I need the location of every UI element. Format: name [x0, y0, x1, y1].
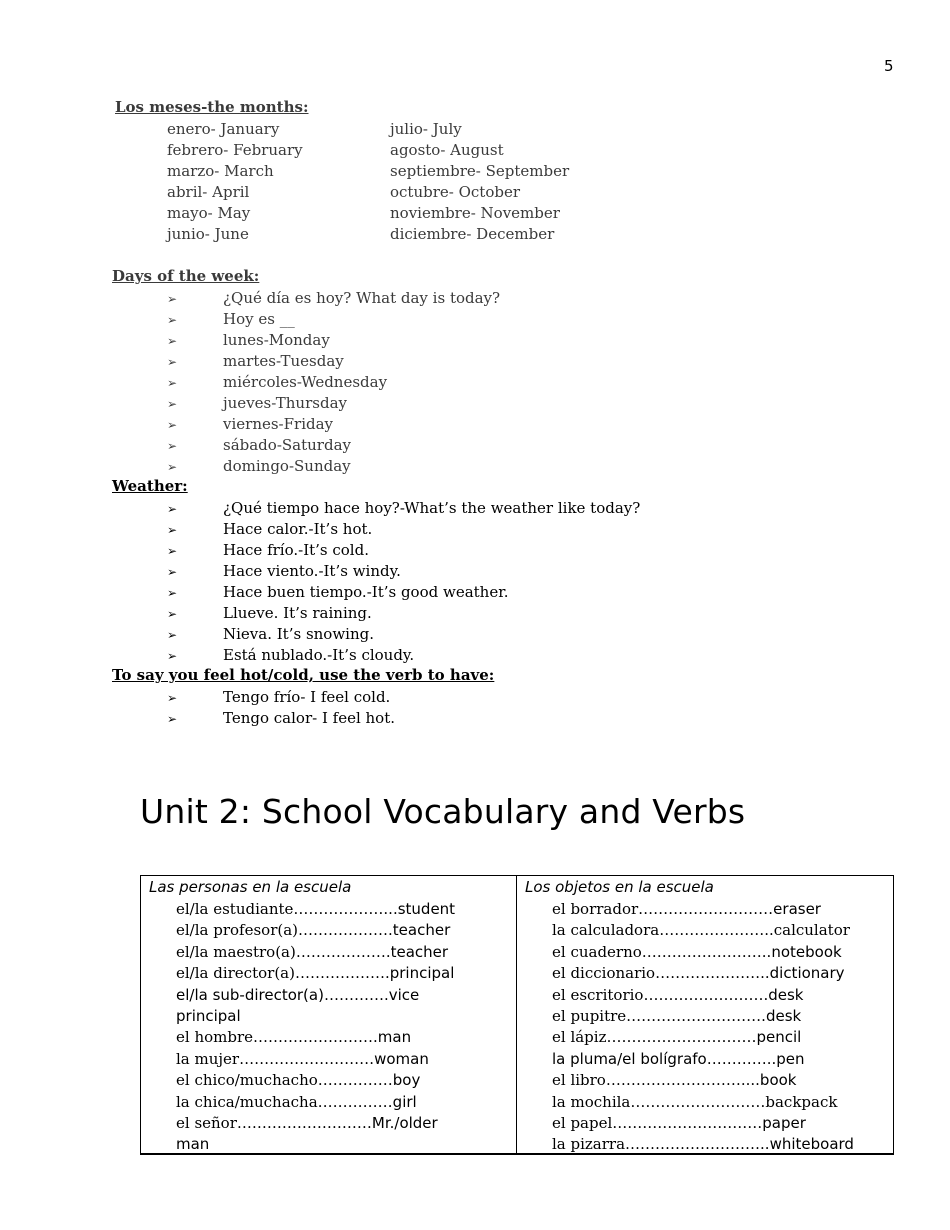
vocab-spanish: el libro………………………....	[552, 1071, 760, 1090]
month-item: febrero- February	[167, 141, 303, 159]
arrow-bullet-icon: ➢	[167, 376, 178, 390]
vocab-spanish: el pupitre……………………….	[552, 1007, 766, 1026]
vocab-english: paper	[762, 1114, 806, 1133]
arrow-bullet-icon: ➢	[167, 355, 178, 369]
vocab-spanish: el chico/muchacho……………	[176, 1071, 393, 1090]
vocab-spanish: la pluma/el bolígrafo…………..	[552, 1049, 777, 1068]
vocab-spanish: la calculadora…………………..	[552, 921, 774, 940]
vocab-row	[552, 920, 854, 941]
vocab-row	[552, 1006, 854, 1027]
month-item: septiembre- September	[390, 162, 570, 180]
list-item-text: viernes-Friday	[223, 415, 334, 433]
list-item-text: miércoles-Wednesday	[223, 373, 388, 391]
list-item	[0, 624, 950, 645]
days-heading: Days of the week:	[112, 267, 260, 285]
vocab-english: whiteboard	[769, 1135, 854, 1154]
vocab-row	[552, 1070, 854, 1091]
vocab-spanish: el borrador………………………	[552, 900, 774, 918]
vocab-english: dictionary	[769, 964, 845, 983]
list-item	[0, 309, 950, 330]
months-right-list	[390, 119, 569, 245]
vocab-spanish: el hombre…………………….	[176, 1028, 378, 1047]
list-item-text: ¿Qué tiempo hace hoy?-What’s the weather like today?	[223, 499, 641, 517]
vocab-row	[176, 1070, 455, 1091]
list-item-text: Hace viento.-It’s windy.	[223, 562, 401, 580]
vocab-english: girl	[392, 1092, 417, 1111]
arrow-bullet-icon: ➢	[167, 313, 178, 327]
list-item-text: ¿Qué día es hoy? What day is today?	[223, 289, 501, 307]
vocab-spanish: el cuaderno……………………..	[552, 942, 772, 961]
feel-heading: To say you feel hot/cold, use the verb to have:	[112, 666, 495, 684]
vocab-table	[140, 875, 894, 1155]
list-item-text: Hoy es __	[223, 310, 295, 328]
list-item	[0, 498, 950, 519]
month-item: junio- June	[167, 225, 249, 243]
month-item: agosto- August	[390, 141, 504, 159]
arrow-bullet-icon: ➢	[167, 334, 178, 348]
vocab-row	[176, 1027, 455, 1048]
list-item	[0, 645, 950, 666]
vocab-row	[552, 942, 854, 963]
vocab-spanish: la mujer………………………	[176, 1049, 375, 1068]
arrow-bullet-icon: ➢	[167, 628, 178, 642]
list-item-text: Hace frío.-It’s cold.	[223, 541, 369, 559]
vocab-english: man	[377, 1028, 412, 1047]
vocab-row	[176, 920, 455, 941]
vocab-spanish: el escritorio…………………….	[552, 985, 769, 1004]
arrow-bullet-icon: ➢	[167, 292, 178, 306]
vocab-row	[552, 1092, 854, 1113]
vocab-row	[176, 1134, 455, 1155]
vocab-spanish: el/la sub-director(a)………….	[176, 985, 389, 1004]
vocab-spanish: el papel…………………………	[552, 1114, 763, 1133]
arrow-bullet-icon: ➢	[167, 523, 178, 537]
arrow-bullet-icon: ➢	[167, 565, 178, 579]
vocab-row	[176, 963, 455, 984]
list-item	[0, 456, 950, 477]
months-heading: Los meses-the months:	[115, 98, 309, 116]
list-item	[0, 687, 950, 708]
list-item	[0, 561, 950, 582]
vocab-english: teacher	[392, 921, 451, 940]
arrow-bullet-icon: ➢	[167, 691, 178, 705]
arrow-bullet-icon: ➢	[167, 460, 178, 474]
list-item-text: Está nublado.-It’s cloudy.	[223, 646, 415, 664]
vocab-english: desk	[765, 1007, 802, 1026]
list-item	[0, 372, 950, 393]
vocab-spanish: el/la maestro(a)……………….	[176, 942, 391, 961]
arrow-bullet-icon: ➢	[167, 439, 178, 453]
vocab-english: Mr./older	[371, 1114, 438, 1133]
people-column-header: Las personas en la escuela	[149, 878, 352, 896]
list-item-text: Tengo frío- I feel cold.	[223, 688, 391, 706]
list-item	[0, 519, 950, 540]
month-item: diciembre- December	[390, 225, 555, 243]
vocab-english: book	[759, 1071, 797, 1090]
vocab-english: principal	[389, 964, 455, 983]
weather-heading: Weather:	[112, 477, 188, 495]
vocab-english: pencil	[756, 1028, 802, 1047]
vocab-english: calculator	[773, 921, 850, 940]
vocab-spanish: el lápiz…………………………	[552, 1028, 757, 1047]
list-item-text: domingo-Sunday	[223, 457, 351, 475]
page-number: 5	[884, 57, 894, 75]
list-item-text: jueves-Thursday	[223, 394, 347, 412]
list-item-text: martes-Tuesday	[223, 352, 344, 370]
list-item-text: sábado-Saturday	[223, 436, 351, 454]
vocab-english: boy	[392, 1071, 421, 1090]
list-item-text: lunes-Monday	[223, 331, 330, 349]
unit-title: Unit 2: School Vocabulary and Verbs	[140, 792, 746, 831]
vocab-row	[176, 1092, 455, 1113]
vocab-row	[552, 899, 854, 920]
vocab-english: eraser	[773, 900, 821, 918]
month-item: julio- July	[390, 120, 462, 138]
list-item	[0, 351, 950, 372]
vocab-english: man	[176, 1135, 210, 1154]
vocab-spanish: el diccionario…………………..	[552, 964, 770, 983]
list-item	[0, 288, 950, 309]
list-item	[0, 435, 950, 456]
vocab-english: teacher	[390, 942, 449, 961]
list-item-text: Llueve. It’s raining.	[223, 604, 372, 622]
months-left-list	[167, 119, 303, 245]
vocab-row	[176, 942, 455, 963]
vocab-english: backpack	[765, 1092, 838, 1111]
vocab-spanish: la chica/muchacha……………	[176, 1092, 393, 1111]
vocab-spanish: el/la profesor(a)……………….	[176, 921, 393, 940]
vocab-english: woman	[374, 1049, 429, 1068]
arrow-bullet-icon: ➢	[167, 607, 178, 621]
list-item-text: Hace buen tiempo.-It’s good weather.	[223, 583, 509, 601]
list-item	[0, 582, 950, 603]
month-item: mayo- May	[167, 204, 251, 222]
vocab-english: desk	[768, 985, 804, 1004]
list-item-text: Nieva. It’s snowing.	[223, 625, 374, 643]
arrow-bullet-icon: ➢	[167, 712, 178, 726]
vocab-row	[552, 963, 854, 984]
vocab-row	[552, 1049, 854, 1070]
list-item	[0, 603, 950, 624]
people-column	[141, 876, 517, 1153]
vocab-row	[176, 899, 455, 920]
arrow-bullet-icon: ➢	[167, 586, 178, 600]
list-item	[0, 393, 950, 414]
objects-column-header: Los objetos en la escuela	[525, 878, 714, 896]
vocab-english: vice	[388, 985, 420, 1004]
list-item	[0, 330, 950, 351]
vocab-spanish: la pizarra………………………..	[552, 1135, 770, 1154]
list-item	[0, 414, 950, 435]
month-item: marzo- March	[167, 162, 274, 180]
arrow-bullet-icon: ➢	[167, 397, 178, 411]
vocab-spanish: el/la estudiante………………...	[176, 900, 398, 918]
list-item	[0, 540, 950, 561]
vocab-english: notebook	[771, 942, 842, 961]
month-item: abril- April	[167, 183, 250, 201]
vocab-row	[176, 1049, 455, 1070]
vocab-row	[552, 1134, 854, 1155]
vocab-row	[176, 1006, 455, 1027]
month-item: enero- January	[167, 120, 280, 138]
list-item	[0, 708, 950, 729]
month-item: noviembre- November	[390, 204, 560, 222]
objects-entries	[552, 899, 854, 1156]
list-item-text: Tengo calor- I feel hot.	[223, 709, 396, 727]
feel-list	[0, 687, 950, 729]
vocab-row	[552, 1113, 854, 1134]
vocab-row	[176, 1113, 455, 1134]
vocab-row	[552, 985, 854, 1006]
vocab-english: pen	[776, 1049, 805, 1068]
vocab-english: principal	[176, 1007, 241, 1026]
objects-column	[517, 876, 893, 1153]
arrow-bullet-icon: ➢	[167, 502, 178, 516]
days-list	[0, 288, 950, 477]
vocab-english: student	[397, 900, 456, 918]
arrow-bullet-icon: ➢	[167, 649, 178, 663]
vocab-spanish: la mochila………………………	[552, 1092, 766, 1111]
weather-list	[0, 498, 950, 666]
vocab-row	[552, 1027, 854, 1048]
arrow-bullet-icon: ➢	[167, 418, 178, 432]
arrow-bullet-icon: ➢	[167, 544, 178, 558]
vocab-spanish: el señor………………………	[176, 1114, 372, 1133]
list-item-text: Hace calor.-It’s hot.	[223, 520, 373, 538]
month-item: octubre- October	[390, 183, 521, 201]
vocab-row	[176, 985, 455, 1006]
vocab-spanish: el/la director(a)……………….	[176, 964, 390, 983]
people-entries	[176, 899, 455, 1156]
